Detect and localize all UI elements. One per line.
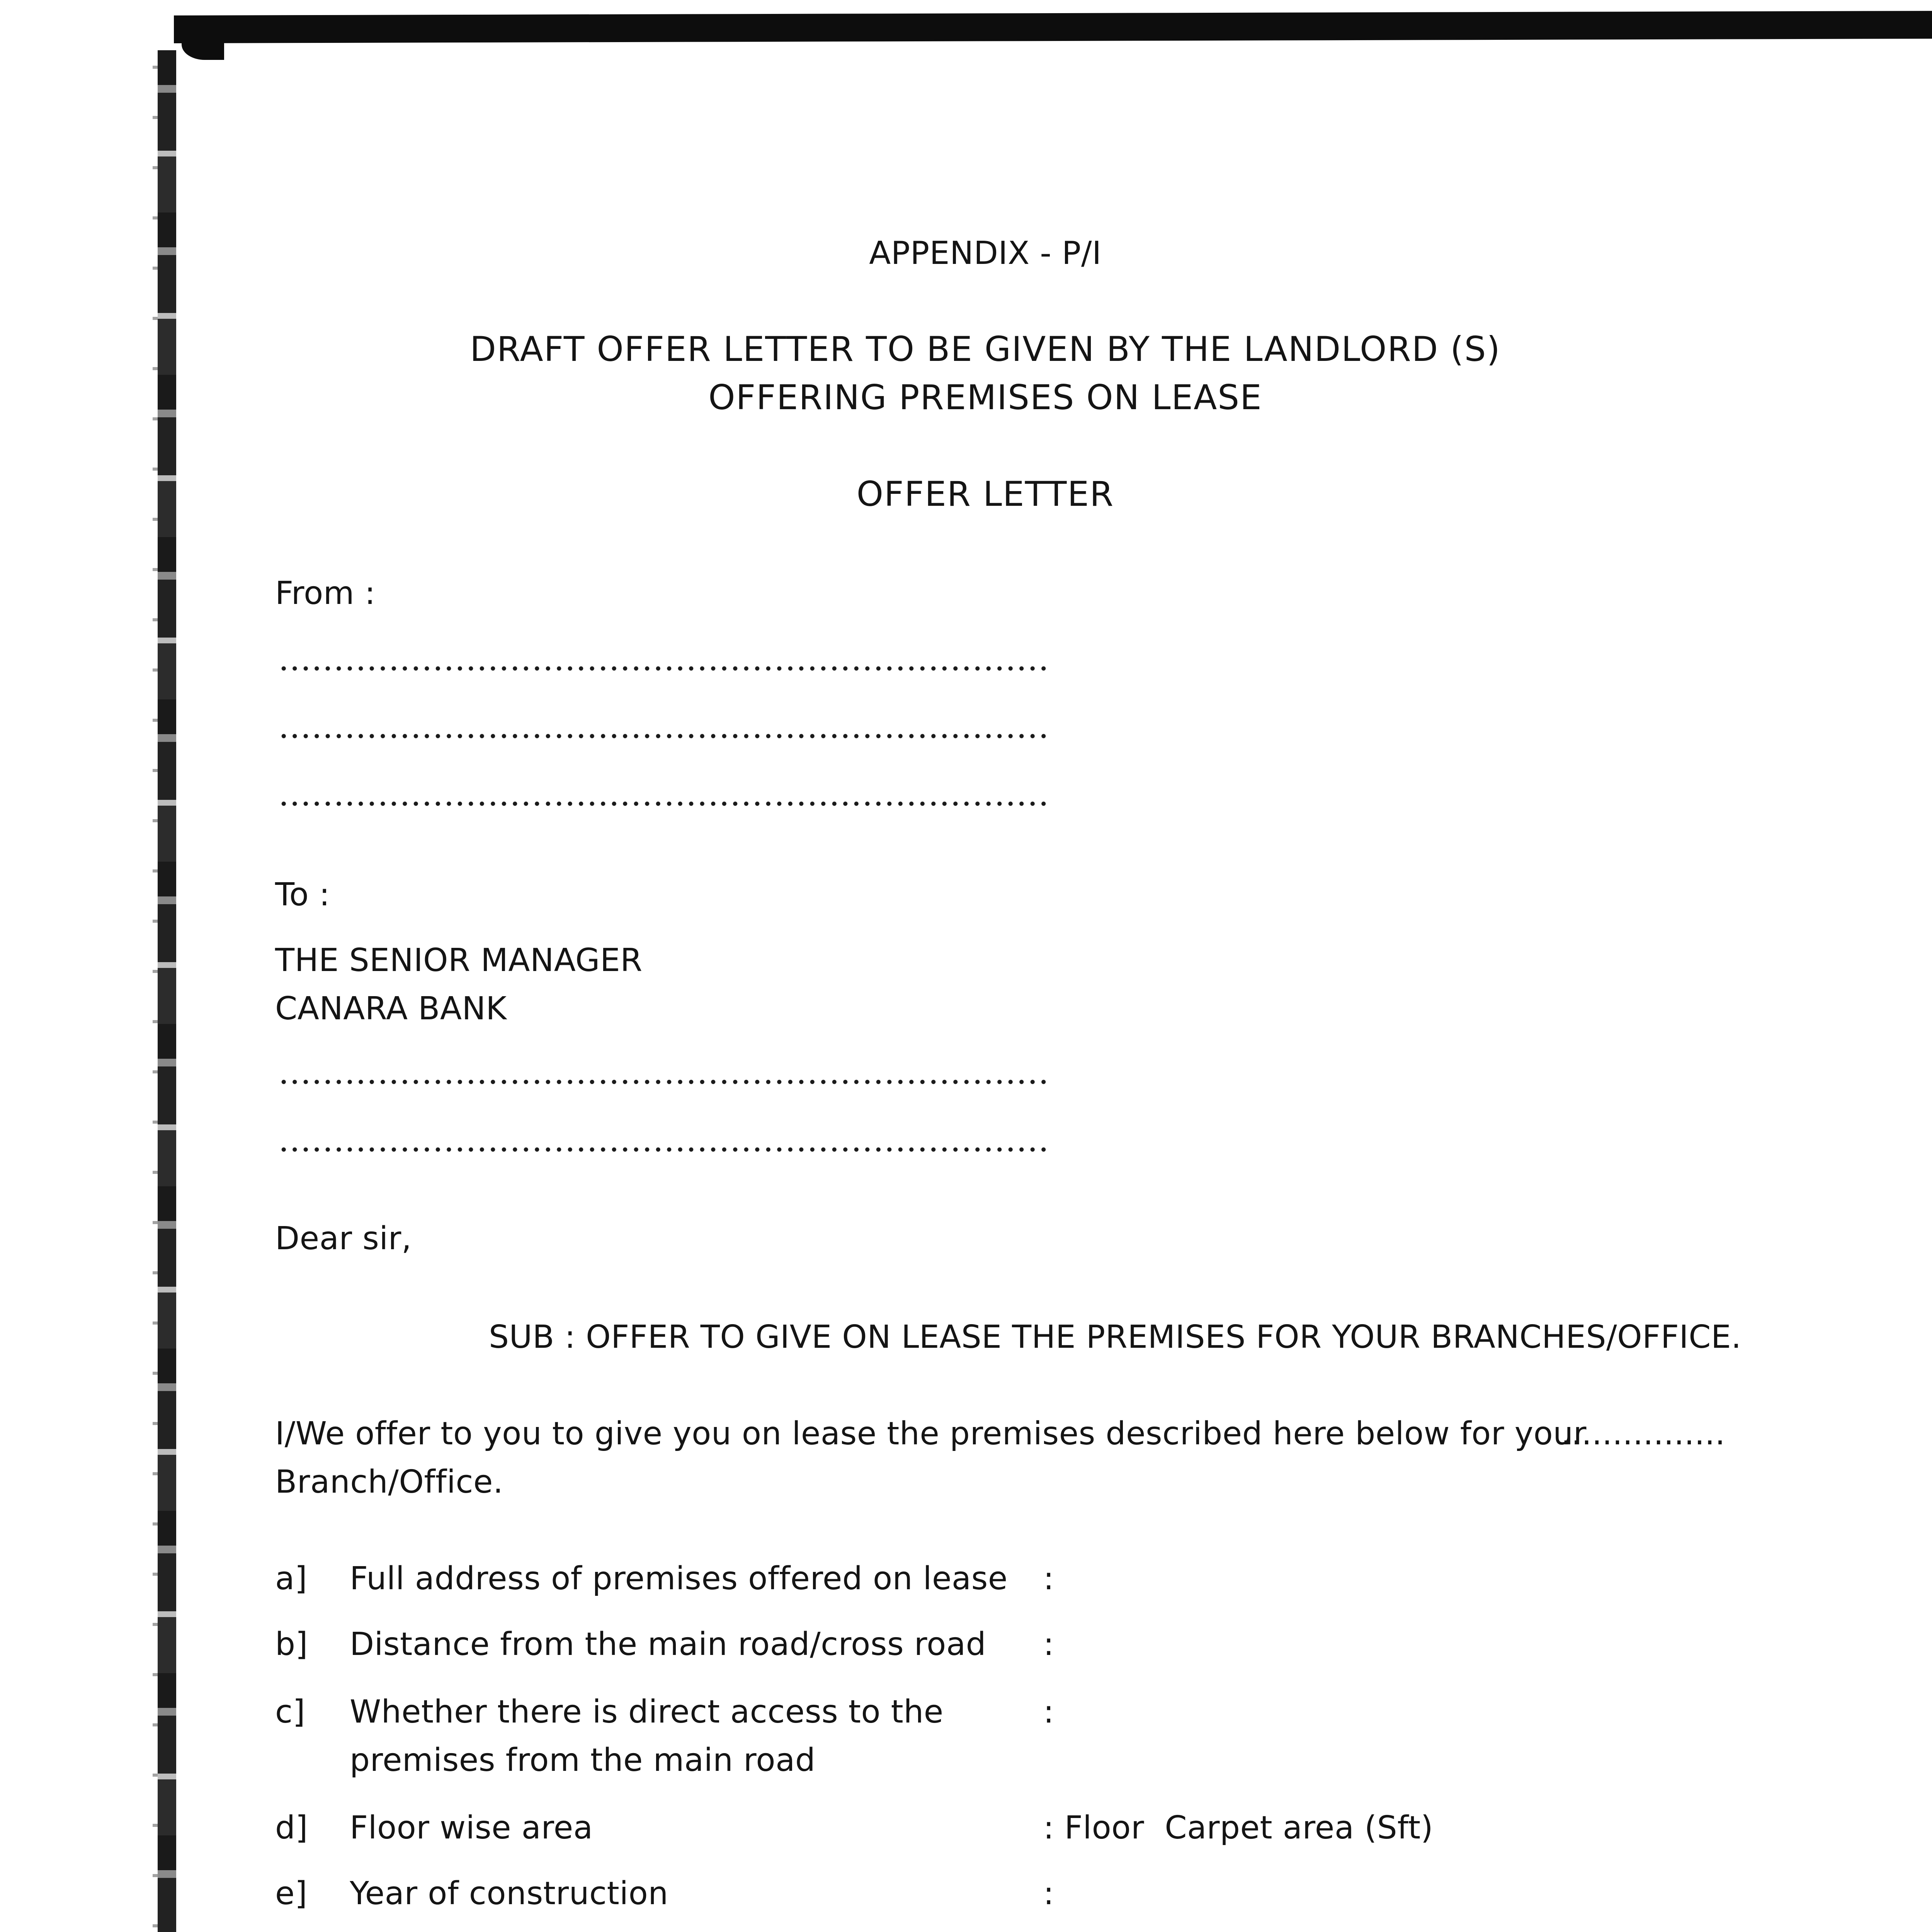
scan-top-border bbox=[174, 11, 1932, 43]
to-recipient-title: THE SENIOR MANAGER bbox=[275, 942, 643, 979]
to-recipient-bank: CANARA BANK bbox=[275, 990, 507, 1027]
subject-line: SUB : OFFER TO GIVE ON LEASE THE PREMISES FOR YOUR BRANCHES/OFFICE. bbox=[489, 1319, 1742, 1355]
title-line-2: OFFERING PREMISES ON LEASE bbox=[708, 378, 1262, 417]
item-value: : bbox=[1043, 1626, 1054, 1663]
to-blank-line-1 bbox=[278, 1078, 1051, 1086]
item-letter: a] bbox=[275, 1560, 308, 1597]
from-blank-line-2 bbox=[278, 732, 1051, 740]
item-value: : bbox=[1043, 1694, 1054, 1730]
title-line-1: DRAFT OFFER LETTER TO BE GIVEN BY THE LANDLORD (S) bbox=[470, 329, 1501, 369]
item-text-continued: premises from the main road bbox=[350, 1742, 816, 1779]
offer-letter-heading: OFFER LETTER bbox=[856, 474, 1114, 514]
item-value: : bbox=[1043, 1560, 1054, 1597]
from-label: From : bbox=[275, 575, 376, 612]
appendix-label: APPENDIX - P/I bbox=[869, 235, 1102, 272]
intro-line-1-trailing-dots: ................ bbox=[1561, 1415, 1726, 1452]
intro-line-2: Branch/Office. bbox=[275, 1464, 503, 1500]
item-value: : bbox=[1043, 1875, 1054, 1912]
item-letter: b] bbox=[275, 1626, 308, 1663]
item-letter: e] bbox=[275, 1875, 308, 1912]
item-text: Full address of premises offered on lease bbox=[350, 1560, 1008, 1597]
item-text: Floor wise area bbox=[350, 1810, 593, 1846]
to-blank-line-2 bbox=[278, 1146, 1051, 1153]
item-value: : Floor Carpet area (Sft) bbox=[1043, 1810, 1434, 1846]
scan-top-corner bbox=[182, 37, 224, 60]
salutation: Dear sir, bbox=[275, 1220, 412, 1257]
from-blank-line-1 bbox=[278, 665, 1051, 672]
item-text: Whether there is direct access to the bbox=[350, 1694, 944, 1730]
to-label: To : bbox=[275, 876, 330, 913]
intro-line-1: I/We offer to you to give you on lease the premises described here below for your bbox=[275, 1415, 1587, 1452]
from-blank-line-3 bbox=[278, 800, 1051, 808]
item-text: Distance from the main road/cross road bbox=[350, 1626, 986, 1663]
item-text: Year of construction bbox=[350, 1875, 668, 1912]
item-letter: d] bbox=[275, 1810, 308, 1846]
item-letter: c] bbox=[275, 1694, 306, 1730]
